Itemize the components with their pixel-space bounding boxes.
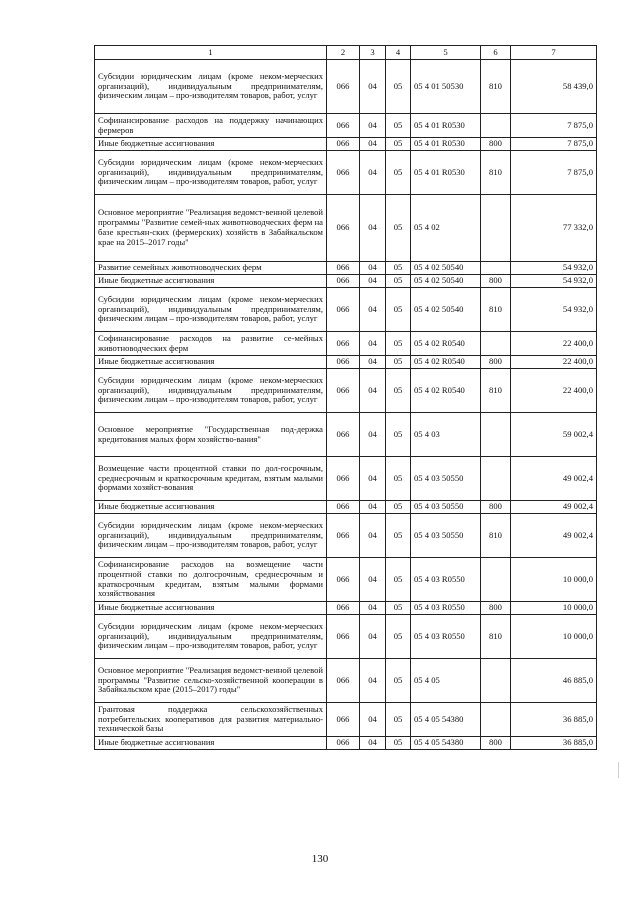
row-name-cell: Софинансирование расходов на развитие се-мейных животноводческих ферм — [95, 332, 327, 356]
section-code-cell: 04 — [360, 457, 386, 501]
amount-cell: 10 000,0 — [511, 615, 597, 659]
section-code-cell: 04 — [360, 369, 386, 413]
expense-type-cell: 800 — [481, 737, 511, 750]
section-code-cell: 04 — [360, 151, 386, 195]
subsection-code-cell: 05 — [386, 659, 411, 703]
row-name-cell: Иные бюджетные ассигнования — [95, 356, 327, 369]
subsection-code-cell: 05 — [386, 138, 411, 151]
ved-code-cell: 066 — [327, 195, 360, 262]
subsection-code-cell: 05 — [386, 457, 411, 501]
table-row — [95, 332, 597, 356]
table-row — [95, 413, 597, 457]
table-row — [95, 60, 597, 114]
amount-cell: 10 000,0 — [511, 602, 597, 615]
expense-type-cell — [481, 262, 511, 275]
ved-code-cell: 066 — [327, 602, 360, 615]
target-article-cell: 05 4 05 — [411, 659, 481, 703]
target-article-cell: 05 4 02 — [411, 195, 481, 262]
section-code-cell: 04 — [360, 195, 386, 262]
row-name-cell: Основное мероприятие "Реализация ведомст-венной целевой программы "Развитие сельско-хозяйственной кооперации в Забайкальском крае (2015–2017) годы" — [95, 659, 327, 703]
ved-code-cell: 066 — [327, 615, 360, 659]
ved-code-cell: 066 — [327, 151, 360, 195]
section-code-cell: 04 — [360, 737, 386, 750]
amount-cell: 7 875,0 — [511, 138, 597, 151]
ved-code-cell: 066 — [327, 514, 360, 558]
subsection-code-cell: 05 — [386, 60, 411, 114]
row-name-cell: Иные бюджетные ассигнования — [95, 602, 327, 615]
subsection-code-cell: 05 — [386, 703, 411, 737]
expense-type-cell — [481, 114, 511, 138]
table-row — [95, 615, 597, 659]
target-article-cell: 05 4 03 50550 — [411, 457, 481, 501]
section-code-cell: 04 — [360, 703, 386, 737]
amount-cell: 7 875,0 — [511, 151, 597, 195]
ved-code-cell: 066 — [327, 737, 360, 750]
ved-code-cell: 066 — [327, 501, 360, 514]
header-cell-7: 7 — [511, 46, 597, 60]
ved-code-cell: 066 — [327, 60, 360, 114]
row-name-cell: Основное мероприятие "Государственная под-держка кредитования малых форм хозяйство-вания" — [95, 413, 327, 457]
subsection-code-cell: 05 — [386, 275, 411, 288]
amount-cell: 54 932,0 — [511, 262, 597, 275]
target-article-cell: 05 4 01 R0530 — [411, 151, 481, 195]
expense-type-cell — [481, 457, 511, 501]
target-article-cell: 05 4 05 54380 — [411, 703, 481, 737]
row-name-cell: Софинансирование расходов на возмещение части процентной ставки по долгосрочным, среднесрочным и краткосрочным кредитам, взятым малыми формами хозяйствования — [95, 558, 327, 602]
table-row — [95, 737, 597, 750]
header-cell-3: 3 — [360, 46, 386, 60]
amount-cell: 77 332,0 — [511, 195, 597, 262]
target-article-cell: 05 4 02 R0540 — [411, 332, 481, 356]
amount-cell: 49 002,4 — [511, 514, 597, 558]
ved-code-cell: 066 — [327, 275, 360, 288]
subsection-code-cell: 05 — [386, 195, 411, 262]
expense-type-cell: 800 — [481, 602, 511, 615]
target-article-cell: 05 4 02 R0540 — [411, 369, 481, 413]
table-row — [95, 602, 597, 615]
target-article-cell: 05 4 02 50540 — [411, 262, 481, 275]
table-row — [95, 151, 597, 195]
amount-cell: 22 400,0 — [511, 369, 597, 413]
section-code-cell: 04 — [360, 60, 386, 114]
amount-cell: 36 885,0 — [511, 703, 597, 737]
subsection-code-cell: 05 — [386, 615, 411, 659]
table-row — [95, 659, 597, 703]
expense-type-cell — [481, 332, 511, 356]
subsection-code-cell: 05 — [386, 602, 411, 615]
subsection-code-cell: 05 — [386, 501, 411, 514]
ved-code-cell: 066 — [327, 262, 360, 275]
expense-type-cell: 800 — [481, 138, 511, 151]
table-body — [95, 60, 597, 750]
row-name-cell: Субсидии юридическим лицам (кроме неком-мерческих организаций), индивидуальным предпринимателям, физическим лицам – про-изводителям товаров, работ, услуг — [95, 369, 327, 413]
target-article-cell: 05 4 03 R0550 — [411, 558, 481, 602]
table-row — [95, 501, 597, 514]
row-name-cell: Иные бюджетные ассигнования — [95, 275, 327, 288]
row-name-cell: Иные бюджетные ассигнования — [95, 501, 327, 514]
page-number: 130 — [311, 853, 329, 865]
table-header-row — [95, 46, 597, 60]
table-row — [95, 356, 597, 369]
amount-cell: 49 002,4 — [511, 457, 597, 501]
section-code-cell: 04 — [360, 615, 386, 659]
section-code-cell: 04 — [360, 501, 386, 514]
subsection-code-cell: 05 — [386, 262, 411, 275]
table-row — [95, 703, 597, 737]
ved-code-cell: 066 — [327, 288, 360, 332]
amount-cell: 54 932,0 — [511, 288, 597, 332]
target-article-cell: 05 4 02 50540 — [411, 275, 481, 288]
row-name-cell: Возмещение части процентной ставки по дол-госрочным, среднесрочным и краткосрочным кредитам, взятым малыми формами хозяйст-вования — [95, 457, 327, 501]
row-name-cell: Субсидии юридическим лицам (кроме неком-мерческих организаций), индивидуальным предпринимателям, физическим лицам – про-изводителям товаров, работ, услуг — [95, 615, 327, 659]
section-code-cell: 04 — [360, 659, 386, 703]
row-name-cell: Софинансирование расходов на поддержку начинающих фермеров — [95, 114, 327, 138]
ved-code-cell: 066 — [327, 457, 360, 501]
header-cell-5: 5 — [411, 46, 481, 60]
row-name-cell: Развитие семейных животноводческих ферм — [95, 262, 327, 275]
budget-table — [94, 45, 597, 750]
section-code-cell: 04 — [360, 262, 386, 275]
section-code-cell: 04 — [360, 602, 386, 615]
target-article-cell: 05 4 03 50550 — [411, 514, 481, 558]
expense-type-cell: 810 — [481, 615, 511, 659]
expense-type-cell: 800 — [481, 275, 511, 288]
ved-code-cell: 066 — [327, 114, 360, 138]
subsection-code-cell: 05 — [386, 737, 411, 750]
table-row — [95, 138, 597, 151]
table-row — [95, 369, 597, 413]
table-row — [95, 288, 597, 332]
section-code-cell: 04 — [360, 558, 386, 602]
section-code-cell: 04 — [360, 514, 386, 558]
expense-type-cell — [481, 195, 511, 262]
scan-artifact — [618, 762, 619, 778]
section-code-cell: 04 — [360, 288, 386, 332]
section-code-cell: 04 — [360, 413, 386, 457]
target-article-cell: 05 4 01 50530 — [411, 60, 481, 114]
row-name-cell: Субсидии юридическим лицам (кроме неком-мерческих организаций), индивидуальным предпринимателям, физическим лицам – про-изводителям товаров, работ, услуг — [95, 60, 327, 114]
header-cell-1: 1 — [95, 46, 327, 60]
ved-code-cell: 066 — [327, 356, 360, 369]
subsection-code-cell: 05 — [386, 413, 411, 457]
amount-cell: 49 002,4 — [511, 501, 597, 514]
table-row — [95, 262, 597, 275]
subsection-code-cell: 05 — [386, 356, 411, 369]
ved-code-cell: 066 — [327, 332, 360, 356]
row-name-cell: Субсидии юридическим лицам (кроме неком-мерческих организаций), индивидуальным предпринимателям, физическим лицам – про-изводителям товаров, работ, услуг — [95, 288, 327, 332]
table-row — [95, 457, 597, 501]
table-row — [95, 514, 597, 558]
amount-cell: 46 885,0 — [511, 659, 597, 703]
header-cell-2: 2 — [327, 46, 360, 60]
ved-code-cell: 066 — [327, 558, 360, 602]
amount-cell: 22 400,0 — [511, 356, 597, 369]
table-row — [95, 275, 597, 288]
expense-type-cell: 810 — [481, 60, 511, 114]
expense-type-cell — [481, 558, 511, 602]
subsection-code-cell: 05 — [386, 288, 411, 332]
expense-type-cell: 810 — [481, 514, 511, 558]
header-cell-6: 6 — [481, 46, 511, 60]
target-article-cell: 05 4 03 — [411, 413, 481, 457]
expense-type-cell: 810 — [481, 151, 511, 195]
expense-type-cell: 800 — [481, 501, 511, 514]
amount-cell: 22 400,0 — [511, 332, 597, 356]
expense-type-cell — [481, 703, 511, 737]
ved-code-cell: 066 — [327, 369, 360, 413]
target-article-cell: 05 4 02 R0540 — [411, 356, 481, 369]
row-name-cell: Субсидии юридическим лицам (кроме неком-мерческих организаций), индивидуальным предпринимателям, физическим лицам – про-изводителям товаров, работ, услуг — [95, 514, 327, 558]
section-code-cell: 04 — [360, 138, 386, 151]
subsection-code-cell: 05 — [386, 114, 411, 138]
section-code-cell: 04 — [360, 332, 386, 356]
row-name-cell: Иные бюджетные ассигнования — [95, 138, 327, 151]
row-name-cell: Субсидии юридическим лицам (кроме неком-мерческих организаций), индивидуальным предпринимателям, физическим лицам – про-изводителям товаров, работ, услуг — [95, 151, 327, 195]
table-row — [95, 195, 597, 262]
expense-type-cell: 810 — [481, 288, 511, 332]
target-article-cell: 05 4 03 R0550 — [411, 602, 481, 615]
target-article-cell: 05 4 03 50550 — [411, 501, 481, 514]
amount-cell: 59 002,4 — [511, 413, 597, 457]
subsection-code-cell: 05 — [386, 332, 411, 356]
section-code-cell: 04 — [360, 114, 386, 138]
section-code-cell: 04 — [360, 275, 386, 288]
ved-code-cell: 066 — [327, 138, 360, 151]
table-row — [95, 114, 597, 138]
expense-type-cell: 800 — [481, 356, 511, 369]
expense-type-cell — [481, 659, 511, 703]
ved-code-cell: 066 — [327, 703, 360, 737]
target-article-cell: 05 4 05 54380 — [411, 737, 481, 750]
expense-type-cell — [481, 413, 511, 457]
amount-cell: 36 885,0 — [511, 737, 597, 750]
target-article-cell: 05 4 01 R0530 — [411, 114, 481, 138]
amount-cell: 7 875,0 — [511, 114, 597, 138]
row-name-cell: Иные бюджетные ассигнования — [95, 737, 327, 750]
subsection-code-cell: 05 — [386, 369, 411, 413]
ved-code-cell: 066 — [327, 413, 360, 457]
header-cell-4: 4 — [386, 46, 411, 60]
section-code-cell: 04 — [360, 356, 386, 369]
ved-code-cell: 066 — [327, 659, 360, 703]
subsection-code-cell: 05 — [386, 151, 411, 195]
expense-type-cell: 810 — [481, 369, 511, 413]
target-article-cell: 05 4 02 50540 — [411, 288, 481, 332]
target-article-cell: 05 4 01 R0530 — [411, 138, 481, 151]
row-name-cell: Основное мероприятие "Реализация ведомст-венной целевой программы "Развитие семей-ных животноводческих ферм на базе крестьян-ских (фермерских) хозяйств в Забайкальском крае на 2015–2017 годы" — [95, 195, 327, 262]
subsection-code-cell: 05 — [386, 514, 411, 558]
row-name-cell: Грантовая поддержка сельскохозяйственных потребительских кооперативов для развития материально-технической базы — [95, 703, 327, 737]
table-row — [95, 558, 597, 602]
target-article-cell: 05 4 03 R0550 — [411, 615, 481, 659]
amount-cell: 58 439,0 — [511, 60, 597, 114]
amount-cell: 10 000,0 — [511, 558, 597, 602]
amount-cell: 54 932,0 — [511, 275, 597, 288]
subsection-code-cell: 05 — [386, 558, 411, 602]
